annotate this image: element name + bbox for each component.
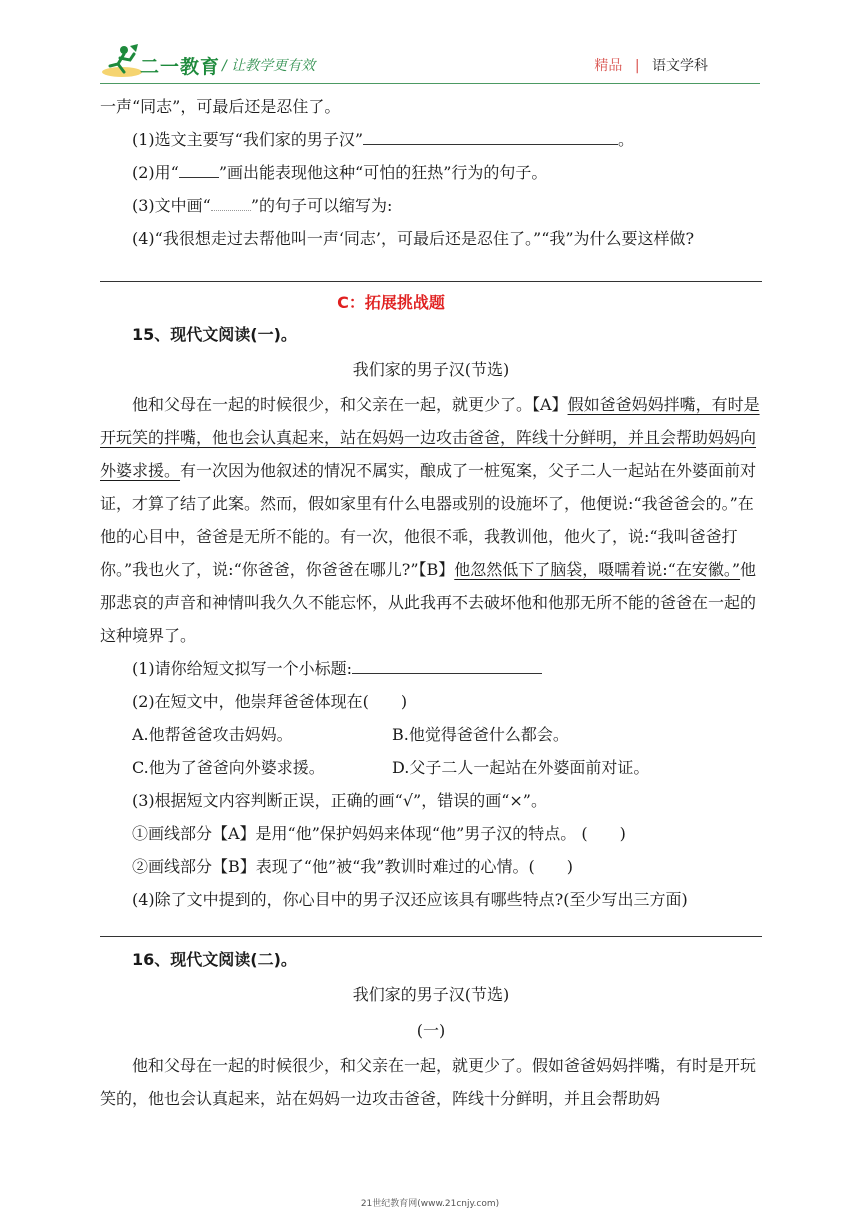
subject-label: 语文学科 [652,58,708,74]
q15-passage: 他和父母在一起的时候很少，和父亲在一起，就更少了。【A】假如爸爸妈妈拌嘴，有时是开玩笑的拌嘴，他也会认真起来，站在妈妈一边攻击爸爸，阵线十分鲜明，并且会帮助妈妈向外婆求援。有一次因为他叙述的情况不属实，酿成了一桩冤案，父子二人一起站在外婆面前对证，才算了结了此案。然而，假如家里有什么电器或别的设施坏了，他便说:“我爸爸会的。”在他的心目中，爸爸是无所不能的。有一次，他很不乖，我教训他，他火了，说:“我叫爸爸打你。”我也火了，说:“你爸爸，你爸爸在哪儿?”【B】他忽然低下了脑袋，嗫嚅着说:“在安徽。”他那悲哀的声音和神情叫我久久不能忘怀，从此我再不去破坏他和他那无所不能的爸爸在一起的这种境界了。 [100,395,760,645]
slogan: / 让教学更有效 [222,58,316,74]
question-3: (3)文中画“ ”的句子可以缩写为: [132,196,393,215]
dotted-underline-sample [211,196,251,211]
q15-passage-title: 我们家的男子汉(节选) [352,360,510,379]
underlined-b: 他忽然低下了脑袋，嗫嚅着说:“在安徽。” [454,560,741,579]
header-divider [100,83,760,84]
options-row-2 [100,751,762,784]
quality-label: 精品 [594,58,623,74]
continued-line: 一声“同志”，可最后还是忍住了。 [100,97,341,116]
q16-passage: 他和父母在一起的时候很少，和父亲在一起，就更少了。假如爸爸妈妈拌嘴，有时是开玩笑的，他也会认真起来，站在妈妈一边攻击爸爸，阵线十分鲜明，并且会帮助妈 [100,1056,757,1108]
q15-heading: 15、现代文阅读(一)。 [132,325,297,344]
logo-text: 二一教育 [140,56,221,78]
judge-2: ②画线部分【B】表现了“他”被“我”教训时难过的心情。( ) [132,857,573,876]
q16-heading: 16、现代文阅读(二)。 [132,950,297,969]
page-footer: 21世纪教育网(www.21cnjy.com) [360,1199,500,1209]
question-2: (2)用“ ”画出能表现他这种“可怕的狂热”行为的句子。 [132,163,548,182]
header-right [594,55,708,75]
answer-blank[interactable] [363,130,618,145]
options-row-1 [100,718,762,751]
header-separator: | [634,58,640,74]
q15-sub2: (2)在短文中，他崇拜爸爸体现在( ) [132,692,408,711]
option-b[interactable]: B.他觉得爸爸什么都会。 [392,725,569,744]
q15-sub1: (1)请你给短文拟写一个小标题: [100,652,762,685]
q15-sub3: (3)根据短文内容判断正误，正确的画“√”，错误的画“×”。 [132,791,547,810]
section-divider-2 [100,936,762,937]
q16-part-label: (一) [416,1021,446,1040]
section-divider [100,281,762,282]
document-body [100,90,762,1115]
section-c-title: C：拓展挑战题 [337,293,445,312]
underline-sample [179,163,219,178]
q15-sub4: (4)除了文中提到的，你心目中的男子汉还应该具有哪些特点?(至少写出三方面) [132,890,688,909]
page-header [0,0,860,92]
q16-passage-title: 我们家的男子汉(节选) [352,985,510,1004]
title-answer-blank[interactable] [352,659,542,674]
option-a[interactable]: A.他帮爸爸攻击妈妈。 [132,725,293,744]
underlined-a: 假如爸爸妈妈拌嘴，有时是开玩笑的拌嘴，他也会认真起来，站在妈妈一边攻击爸爸，阵线十分鲜明，并且会帮助妈妈向外婆求援。 [100,395,760,480]
question-1: (1)选文主要写“我们家的男子汉” 。 [132,130,635,149]
option-d[interactable]: D.父子二人一起站在外婆面前对证。 [392,758,650,777]
question-4: (4)“我很想走过去帮他叫一声‘同志’，可最后还是忍住了。”“我”为什么要这样做? [132,229,695,248]
option-c[interactable]: C.他为了爸爸向外婆求援。 [132,758,325,777]
judge-1: ①画线部分【A】是用“他”保护妈妈来体现“他”男子汉的特点。 ( ) [132,824,626,843]
